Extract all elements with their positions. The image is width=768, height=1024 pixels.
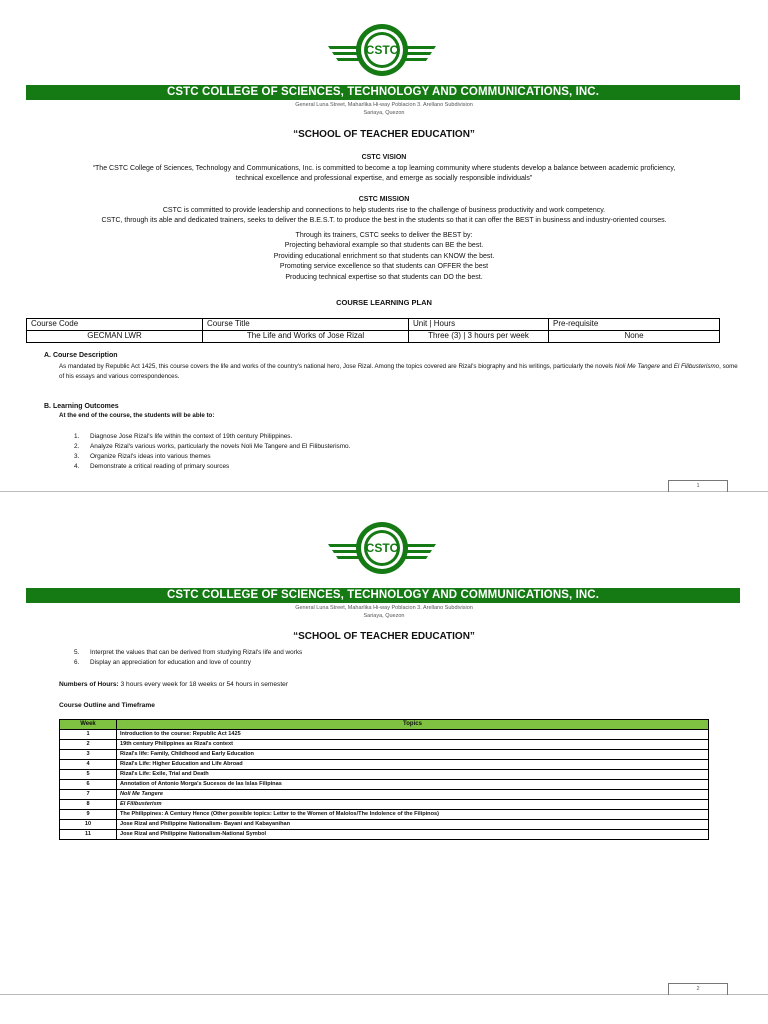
best-intro: Through its trainers, CSTC seeks to deliver the BEST by:	[295, 231, 473, 239]
course-info-value-row	[27, 331, 720, 343]
learning-outcomes-heading: B. Learning Outcomes	[44, 403, 119, 410]
college-name-banner: CSTC COLLEGE OF SCIENCES, TECHNOLOGY AND COMMUNICATIONS, INC.	[26, 85, 740, 100]
vision-line-1: “The CSTC College of Sciences, Technology and Communications, Inc. is committed to become a top learning community where students develop a balance between academic proficiency,	[92, 164, 676, 172]
best-item: Projecting behavioral example so that students can BE the best.	[284, 242, 484, 249]
outcome-item: 4. Demonstrate a critical reading of primary sources	[74, 463, 230, 470]
outcome-item: 2. Analyze Rizal's various works, particularly the novels Noli Me Tangere and El Filibusterismo.	[74, 443, 351, 450]
page-number-2: 2	[668, 983, 728, 995]
page-footer-rule	[0, 491, 768, 492]
table-row: 2 19th century Philippines as Rizal's context	[60, 740, 709, 750]
table-row: 10 Jose Rizal and Philippine Nationalism- Bayani and Kabayanihan	[60, 820, 709, 830]
course-description-heading: A. Course Description	[44, 352, 118, 359]
page-footer-rule	[0, 994, 768, 995]
topics-column-header: Topics	[117, 720, 709, 730]
mission-section	[30, 195, 738, 283]
course-title-value: The Life and Works of Jose Rizal	[203, 331, 409, 343]
page-number-1: 1	[668, 480, 728, 492]
vision-line-2: technical excellence and professional expertise, and emerge as socially responsible individuals”	[235, 175, 533, 182]
department-title: “SCHOOL OF TEACHER EDUCATION”	[293, 631, 475, 642]
cstc-logo	[328, 22, 436, 78]
learning-outcomes-list-page2	[74, 648, 302, 668]
college-address: General Luna Street, Maharlika Hi-way Poblacion 3. Arellano Subdivision Sariaya, Quezon	[295, 605, 473, 619]
week-column-header: Week	[60, 720, 117, 730]
table-row: 9 The Philippines: A Century Hence (Other possible topics: Letter to the Women of Malolos/The Indolence of the Filipinos)	[60, 810, 709, 820]
svg-text:CSTC: CSTC	[365, 541, 399, 555]
svg-text:CSTC: CSTC	[365, 43, 399, 57]
learning-outcomes-list-page1	[74, 432, 350, 472]
course-outline-title: Course Outline and Timeframe	[59, 702, 155, 709]
course-code-header: Course Code	[27, 319, 203, 331]
outcome-item: 5. Interpret the values that can be derived from studying Rizal's life and works	[74, 649, 303, 656]
vision-title: CSTC VISION	[361, 154, 407, 161]
table-row: 11 Jose Rizal and Philippine Nationalism-National Symbol	[60, 830, 709, 840]
outcome-item: 3. Organize Rizal's ideas into various themes	[74, 453, 211, 460]
college-name-banner: CSTC COLLEGE OF SCIENCES, TECHNOLOGY AND COMMUNICATIONS, INC.	[26, 588, 740, 603]
prerequisite-value: None	[549, 331, 720, 343]
table-row: 8 El Filibusterism	[60, 800, 709, 810]
outcome-item: 1. Diagnose Jose Rizal's life within the context of 19th century Philippines.	[74, 433, 293, 440]
table-row: 3 Rizal's life: Family, Childhood and Early Education	[60, 750, 709, 760]
table-row: 4 Rizal's Life: Higher Education and Life Abroad	[60, 760, 709, 770]
course-learning-plan-title: COURSE LEARNING PLAN	[336, 298, 432, 307]
department-title: “SCHOOL OF TEACHER EDUCATION”	[293, 129, 475, 140]
course-outline-table	[59, 719, 709, 840]
best-item: Promoting service excellence so that students can OFFER the best	[279, 263, 489, 270]
number-of-hours: Numbers of Hours: 3 hours every week for 18 weeks or 54 hours in semester	[59, 681, 289, 688]
course-title-header: Course Title	[203, 319, 409, 331]
mission-line-1: CSTC is committed to provide leadership and connections to help students rise to the challenge of business productivity and work competency.	[162, 206, 606, 214]
college-address: General Luna Street, Maharlika Hi-way Poblacion 3. Arellano Subdivision Sariaya, Quezon	[295, 102, 473, 116]
table-row: 6 Annotation of Antonio Morga's Sucesos de las Islas Filipinas	[60, 780, 709, 790]
unit-hours-value: Three (3) | 3 hours per week	[409, 331, 549, 343]
course-info-header-row	[27, 319, 720, 331]
cstc-logo	[328, 520, 436, 576]
outcome-item: 6. Display an appreciation for education and love of country	[74, 659, 251, 666]
vision-section	[30, 153, 738, 185]
table-row: 7 Noli Me Tangere	[60, 790, 709, 800]
prerequisite-header: Pre-requisite	[549, 319, 720, 331]
unit-hours-header: Unit | Hours	[409, 319, 549, 331]
table-row: 1 Introduction to the course: Republic Act 1425	[60, 730, 709, 740]
learning-outcomes-intro: At the end of the course, the students will be able to:	[59, 412, 215, 419]
course-code-value: GECMAN LWR	[27, 331, 203, 343]
course-info-table	[26, 318, 720, 343]
mission-title: CSTC MISSION	[358, 196, 410, 203]
best-item: Providing educational enrichment so that students can KNOW the best.	[273, 252, 495, 260]
table-row: 5 Rizal's Life: Exile, Trial and Death	[60, 770, 709, 780]
course-description-text: As mandated by Republic Act 1425, this course covers the life and works of the country's national hero, Jose Rizal. Among the topics covered are Rizal's biography and his writings, particularly the novels Noli Me Tangere and El Filibusterismo, some of his essays and various correspondences.	[59, 363, 738, 380]
mission-line-2: CSTC, through its able and dedicated trainers, seeks to deliver the B.E.S.T. to produce the best in the students so that it can offer the BEST in business and industry-oriented courses.	[101, 217, 667, 224]
best-item: Producing technical expertise so that students can DO the best.	[285, 273, 483, 281]
document-page-1	[0, 0, 768, 500]
